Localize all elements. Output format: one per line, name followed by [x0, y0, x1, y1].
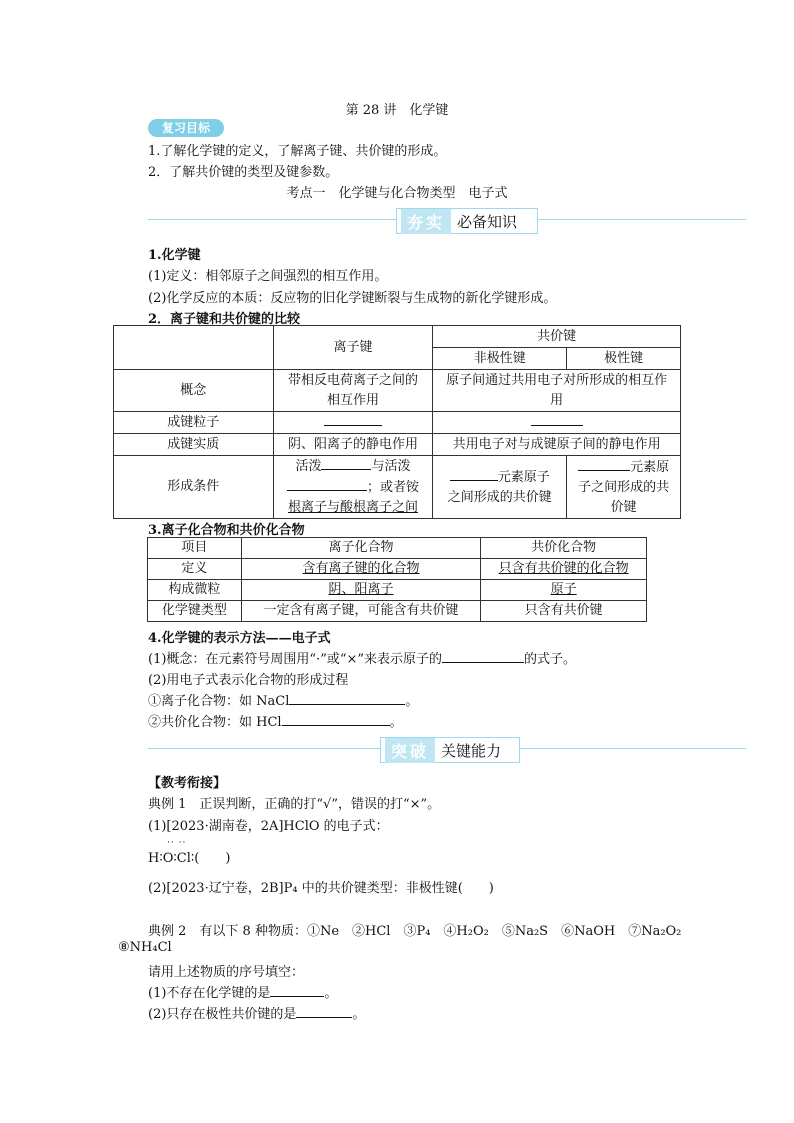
banner-text: 关键能力 [441, 741, 502, 760]
ex2-q1-text: (1)不存在化学键的是 [148, 986, 271, 1001]
header-nonpolar: 非极性键 [433, 348, 567, 370]
table-corner [114, 326, 274, 370]
ex1-heading: 典例 1 正误判断，正确的打“√”，错误的打“×”。 [148, 797, 441, 812]
cond-np-b: 之间形成的共价键 [447, 489, 552, 505]
period: 。 [405, 694, 419, 709]
period: 。 [324, 986, 338, 1001]
ex2-q1 [148, 982, 337, 1001]
cell: 共价化合物 [481, 538, 647, 559]
cell: 构成微粒 [148, 580, 242, 601]
s4-ionic-text: ①离子化合物：如 NaCl [148, 694, 290, 709]
s4-concept [148, 648, 576, 667]
s4-heading: 4.化学键的表示方法——电子式 [148, 631, 331, 646]
cond-ionic-c: ；或者铵 [366, 480, 419, 495]
period: 。 [389, 715, 403, 730]
cell: 只含有共价键的化合物 [481, 559, 647, 580]
section-banner-ability [148, 735, 746, 763]
s2-heading: 2．离子键和共价键的比较 [148, 312, 301, 327]
page-title: 第 28 讲 化学键 [345, 103, 449, 118]
cell: 阴、阳离子 [241, 580, 481, 601]
header-polar: 极性键 [567, 348, 681, 370]
s4-covalent-text: ②共价化合物：如 HCl [148, 715, 282, 730]
cond-p-a: 元素原 [630, 459, 670, 475]
cell: 离子化合物 [241, 538, 481, 559]
s4-covalent [148, 711, 403, 730]
row-label-essence: 成键实质 [114, 434, 274, 456]
ex2-instruction: 请用上述物质的序号填空： [148, 965, 305, 980]
ex2-q2-text: (2)只存在极性共价键的是 [148, 1007, 297, 1022]
concept-ionic-line2: 相互作用 [326, 392, 379, 408]
goal-2: 2．了解共价键的类型及键参数。 [148, 165, 339, 180]
concept-covalent-line1: 原子间通过共用电子对所形成的相互作 [446, 372, 668, 388]
cell: 含有离子键的化合物 [241, 559, 481, 580]
conditions-ionic [273, 456, 433, 519]
concept-covalent [433, 370, 681, 412]
particles-ionic-blank [273, 412, 433, 434]
review-goals-badge: 复习目标 [148, 119, 224, 137]
essence-covalent: 共用电子对与成键原子间的静电作用 [433, 434, 681, 456]
lone-pair-dots: ·· ·· [167, 838, 187, 848]
s1-definition: (1)定义：相邻原子之间强烈的相互作用。 [148, 269, 388, 284]
concept-covalent-line2: 用 [550, 392, 564, 408]
row-label-conditions: 形成条件 [114, 456, 274, 519]
banner-highlight: 夯实 [401, 209, 451, 234]
ex2-tail: ⑧NH₄Cl [118, 940, 172, 955]
cell: 项目 [148, 538, 242, 559]
compound-table [147, 537, 647, 622]
conditions-nonpolar [433, 456, 567, 519]
cell: 一定含有离子键，可能含有共价键 [241, 601, 481, 622]
s4-concept-a: (1)概念：在元素符号周围用“·”或“×”来表示原子的 [148, 652, 443, 667]
cell: 原子 [481, 580, 647, 601]
ex2-heading: 典例 2 有以下 8 种物质：①Ne ②HCl ③P₄ ④H₂O₂ ⑤Na₂S ⑥NaOH ⑦Na₂O₂ [148, 924, 682, 939]
concept-ionic [273, 370, 433, 412]
s4-ionic [148, 690, 418, 709]
cond-ionic-d: 根离子与酸根离子之间 [287, 500, 418, 515]
banner-text: 必备知识 [457, 212, 518, 231]
cond-p-b: 子之间形成的共 [578, 479, 670, 495]
s4-concept-b: 的式子。 [524, 652, 577, 667]
s3-heading: 3.离子化合物和共价化合物 [148, 523, 305, 538]
cond-ionic-a: 活泼 [295, 459, 322, 474]
bond-comparison-table [113, 325, 681, 519]
row-label-particles: 成键粒子 [114, 412, 274, 434]
conditions-polar [567, 456, 681, 519]
kaodian-heading: 考点一 化学键与化合物类型 电子式 [286, 186, 508, 201]
concept-ionic-line1: 带相反电荷离子之间的 [287, 372, 418, 388]
cell: 化学键类型 [148, 601, 242, 622]
jiaokao-heading: 【教考衔接】 [148, 776, 227, 791]
cond-ionic-b: 与活泼 [371, 459, 411, 474]
cond-p-c: 价键 [610, 499, 637, 515]
row-label-concept: 概念 [114, 370, 274, 412]
particles-covalent-blank [433, 412, 681, 434]
hclo-formula: H∶O∶Cl∶( ) [148, 851, 231, 866]
cell: 定义 [148, 559, 242, 580]
ex1-q2: (2)[2023·辽宁卷，2B]P₄ 中的共价键类型：非极性键( ) [148, 881, 494, 896]
header-covalent: 共价键 [433, 326, 681, 348]
s4-process: (2)用电子式表示化合物的形成过程 [148, 673, 349, 688]
cond-np-a: 元素原子 [497, 469, 550, 485]
banner-highlight: 突破 [385, 738, 435, 763]
ex1-q1: (1)[2023·湖南卷，2A]HClO 的电子式： [148, 819, 389, 834]
period: 。 [352, 1007, 366, 1022]
cell: 只含有共价键 [481, 601, 647, 622]
ex2-q2 [148, 1003, 365, 1022]
header-ionic: 离子键 [273, 326, 433, 370]
s1-heading: 1.化学键 [148, 248, 201, 263]
section-banner-knowledge [148, 206, 746, 234]
s1-essence: (2)化学反应的本质：反应物的旧化学键断裂与生成物的新化学键形成。 [148, 291, 557, 306]
essence-ionic: 阴、阳离子的静电作用 [273, 434, 433, 456]
goal-1: 1.了解化学键的定义，了解离子键、共价键的形成。 [148, 144, 447, 159]
